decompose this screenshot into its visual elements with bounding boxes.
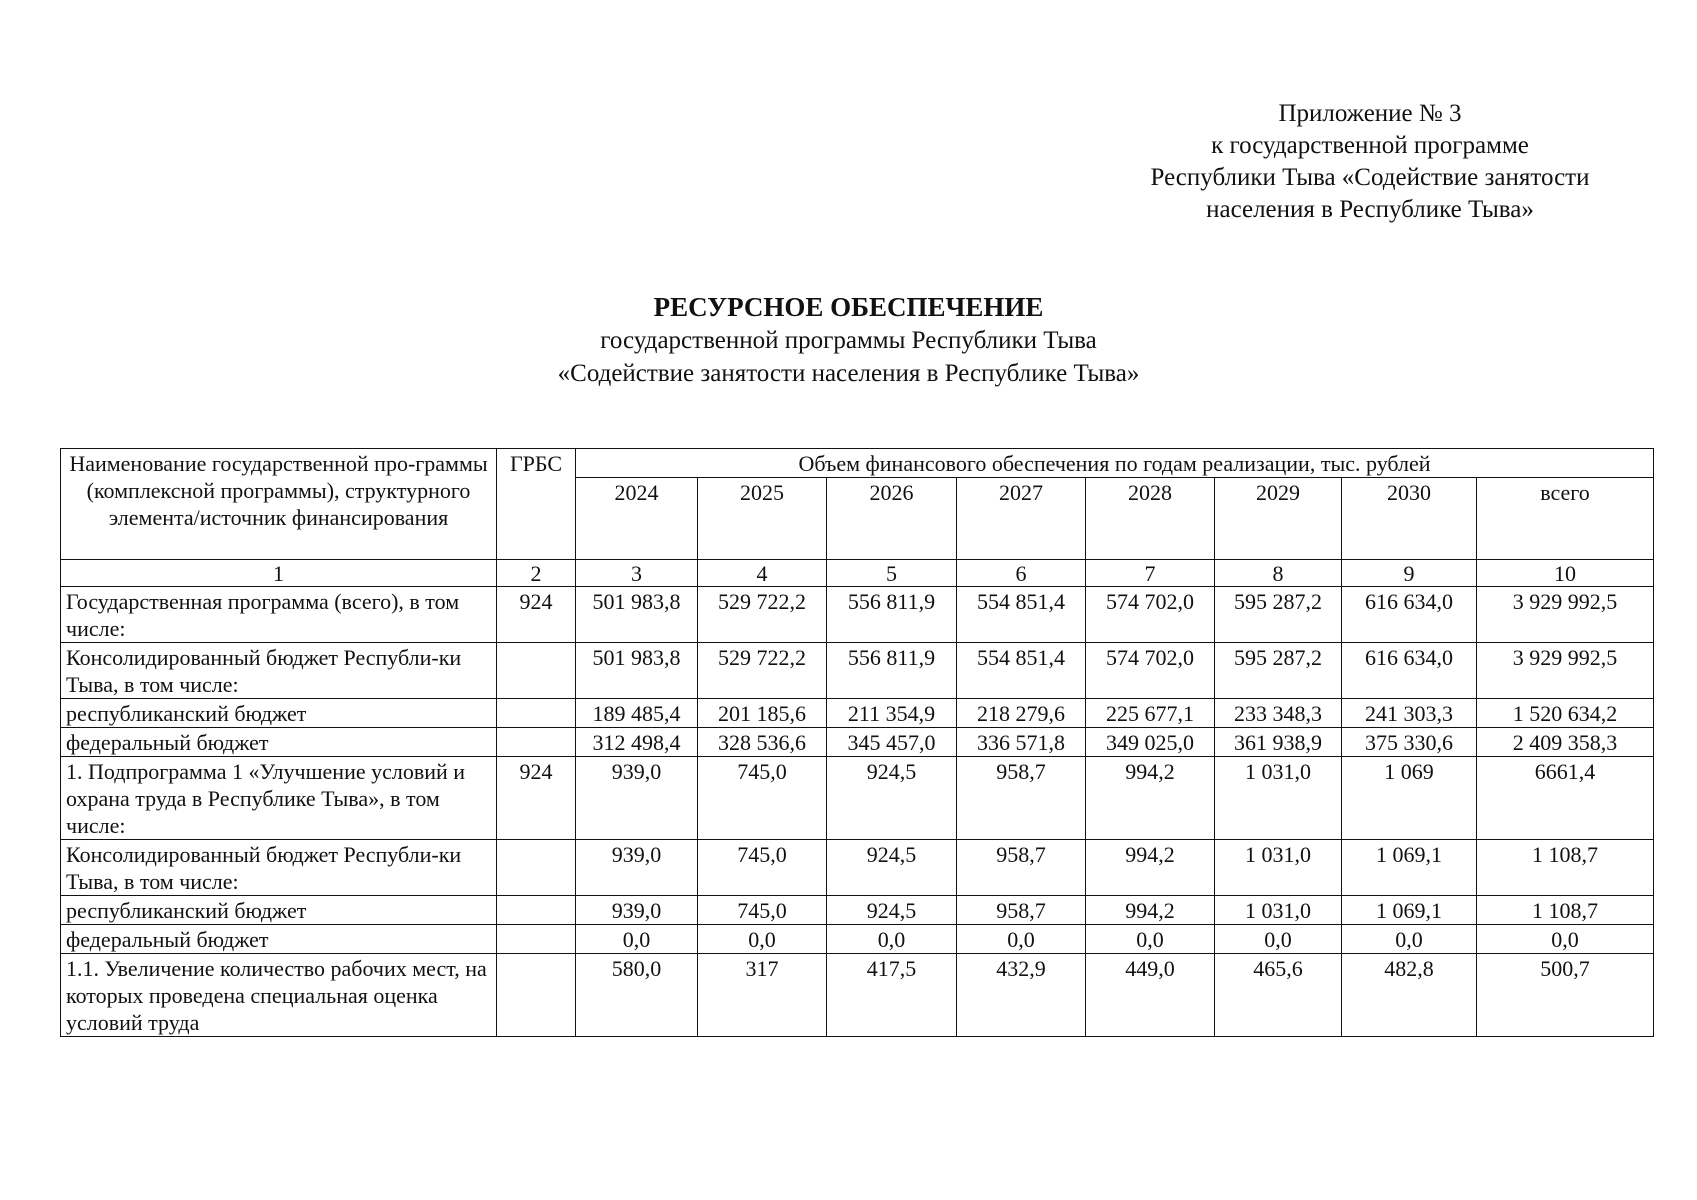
row-total-cell: 6661,4 (1477, 757, 1654, 840)
row-value-cell: 345 457,0 (827, 728, 957, 757)
table-row (61, 728, 1654, 757)
row-value-cell: 189 485,4 (576, 699, 698, 728)
document-subtitle-line-1: государственной программы Республики Тыва (600, 327, 1097, 354)
table-index-row (61, 560, 1654, 587)
row-grbs-cell (497, 728, 576, 757)
row-value-cell: 958,7 (957, 896, 1086, 925)
row-name-cell: Консолидированный бюджет Республи-ки Тыва, в том числе: (61, 840, 497, 896)
row-value-cell: 0,0 (1342, 925, 1477, 954)
row-value-cell: 1 031,0 (1215, 757, 1342, 840)
table-header-row-1 (61, 449, 1654, 478)
row-value-cell: 574 702,0 (1086, 587, 1215, 643)
header-year-2027: 2027 (957, 478, 1086, 560)
row-value-cell: 0,0 (827, 925, 957, 954)
row-name-cell: 1. Подпрограмма 1 «Улучшение условий и охрана труда в Республике Тыва», в том числе: (61, 757, 497, 840)
table-row (61, 587, 1654, 643)
row-value-cell: 0,0 (1086, 925, 1215, 954)
table-row (61, 757, 1654, 840)
row-value-cell: 745,0 (698, 896, 827, 925)
row-value-cell: 556 811,9 (827, 643, 957, 699)
row-grbs-cell (497, 643, 576, 699)
row-name-cell: Государственная программа (всего), в том числе: (61, 587, 497, 643)
row-value-cell: 554 851,4 (957, 587, 1086, 643)
row-value-cell: 1 069,1 (1342, 840, 1477, 896)
row-value-cell: 924,5 (827, 896, 957, 925)
row-value-cell: 958,7 (957, 840, 1086, 896)
row-value-cell: 0,0 (576, 925, 698, 954)
row-value-cell: 595 287,2 (1215, 643, 1342, 699)
index-cell: 2 (497, 560, 576, 587)
index-cell: 1 (61, 560, 497, 587)
row-value-cell: 417,5 (827, 954, 957, 1037)
row-value-cell: 529 722,2 (698, 643, 827, 699)
row-value-cell: 994,2 (1086, 757, 1215, 840)
header-year-2024: 2024 (576, 478, 698, 560)
document-title: РЕСУРСНОЕ ОБЕСПЕЧЕНИЕ (653, 292, 1044, 322)
row-value-cell: 745,0 (698, 840, 827, 896)
row-value-cell: 0,0 (957, 925, 1086, 954)
row-value-cell: 218 279,6 (957, 699, 1086, 728)
row-value-cell: 449,0 (1086, 954, 1215, 1037)
header-year-2025: 2025 (698, 478, 827, 560)
row-value-cell: 924,5 (827, 840, 957, 896)
index-cell: 5 (827, 560, 957, 587)
row-value-cell: 958,7 (957, 757, 1086, 840)
table-row (61, 896, 1654, 925)
appendix-line-program: к государственной программе (1211, 132, 1529, 159)
row-value-cell: 939,0 (576, 840, 698, 896)
row-value-cell: 580,0 (576, 954, 698, 1037)
row-value-cell: 1 069 (1342, 757, 1477, 840)
index-cell: 10 (1477, 560, 1654, 587)
row-name-cell: республиканский бюджет (61, 699, 497, 728)
row-value-cell: 241 303,3 (1342, 699, 1477, 728)
header-volume-column: Объем финансового обеспечения по годам реализации, тыс. рублей (576, 449, 1654, 478)
row-value-cell: 233 348,3 (1215, 699, 1342, 728)
index-cell: 8 (1215, 560, 1342, 587)
row-value-cell: 432,9 (957, 954, 1086, 1037)
row-value-cell: 482,8 (1342, 954, 1477, 1037)
row-value-cell: 616 634,0 (1342, 587, 1477, 643)
row-value-cell: 1 069,1 (1342, 896, 1477, 925)
row-value-cell: 211 354,9 (827, 699, 957, 728)
row-value-cell: 529 722,2 (698, 587, 827, 643)
row-value-cell: 939,0 (576, 757, 698, 840)
resource-table-wrapper (60, 448, 1653, 1037)
row-value-cell: 994,2 (1086, 896, 1215, 925)
header-total: всего (1477, 478, 1654, 560)
row-value-cell: 616 634,0 (1342, 643, 1477, 699)
row-value-cell: 595 287,2 (1215, 587, 1342, 643)
table-row (61, 643, 1654, 699)
document-subtitle-line-2: «Содействие занятости населения в Республике Тыва» (557, 360, 1140, 387)
table-row (61, 699, 1654, 728)
row-grbs-cell: 924 (497, 587, 576, 643)
row-value-cell: 1 031,0 (1215, 840, 1342, 896)
header-name-column: Наименование государственной про-граммы (комплексной программы), структурного элемента/источник финансирования (61, 449, 497, 560)
row-value-cell: 501 983,8 (576, 643, 698, 699)
row-total-cell: 0,0 (1477, 925, 1654, 954)
index-cell: 3 (576, 560, 698, 587)
appendix-note (1100, 98, 1640, 226)
row-value-cell: 225 677,1 (1086, 699, 1215, 728)
row-value-cell: 0,0 (698, 925, 827, 954)
table-row (61, 925, 1654, 954)
header-year-2029: 2029 (1215, 478, 1342, 560)
row-total-cell: 3 929 992,5 (1477, 643, 1654, 699)
table-row (61, 954, 1654, 1037)
row-value-cell: 924,5 (827, 757, 957, 840)
row-value-cell: 317 (698, 954, 827, 1037)
header-grbs-column: ГРБС (497, 449, 576, 560)
header-year-2030: 2030 (1342, 478, 1477, 560)
row-value-cell: 349 025,0 (1086, 728, 1215, 757)
row-value-cell: 375 330,6 (1342, 728, 1477, 757)
row-value-cell: 939,0 (576, 896, 698, 925)
row-total-cell: 3 929 992,5 (1477, 587, 1654, 643)
row-total-cell: 1 108,7 (1477, 896, 1654, 925)
appendix-line-republic: Республики Тыва «Содействие занятости (1150, 164, 1590, 191)
row-grbs-cell (497, 954, 576, 1037)
header-year-2028: 2028 (1086, 478, 1215, 560)
header-year-2026: 2026 (827, 478, 957, 560)
row-total-cell: 500,7 (1477, 954, 1654, 1037)
row-value-cell: 556 811,9 (827, 587, 957, 643)
row-value-cell: 312 498,4 (576, 728, 698, 757)
row-total-cell: 2 409 358,3 (1477, 728, 1654, 757)
row-value-cell: 501 983,8 (576, 587, 698, 643)
resource-table (60, 448, 1654, 1037)
row-value-cell: 0,0 (1215, 925, 1342, 954)
row-grbs-cell (497, 896, 576, 925)
row-name-cell: федеральный бюджет (61, 925, 497, 954)
row-value-cell: 574 702,0 (1086, 643, 1215, 699)
row-total-cell: 1 108,7 (1477, 840, 1654, 896)
row-total-cell: 1 520 634,2 (1477, 699, 1654, 728)
appendix-line-population: населения в Республике Тыва» (1206, 196, 1534, 223)
row-value-cell: 336 571,8 (957, 728, 1086, 757)
row-grbs-cell (497, 699, 576, 728)
row-value-cell: 465,6 (1215, 954, 1342, 1037)
row-value-cell: 1 031,0 (1215, 896, 1342, 925)
row-value-cell: 994,2 (1086, 840, 1215, 896)
table-body (61, 587, 1654, 1037)
row-value-cell: 201 185,6 (698, 699, 827, 728)
index-cell: 7 (1086, 560, 1215, 587)
row-value-cell: 745,0 (698, 757, 827, 840)
row-grbs-cell: 924 (497, 757, 576, 840)
row-value-cell: 554 851,4 (957, 643, 1086, 699)
table-row (61, 840, 1654, 896)
row-grbs-cell (497, 840, 576, 896)
appendix-line-number: Приложение № 3 (1278, 100, 1462, 127)
row-value-cell: 361 938,9 (1215, 728, 1342, 757)
row-name-cell: Консолидированный бюджет Республи-ки Тыва, в том числе: (61, 643, 497, 699)
index-cell: 6 (957, 560, 1086, 587)
index-cell: 4 (698, 560, 827, 587)
row-name-cell: республиканский бюджет (61, 896, 497, 925)
index-cell: 9 (1342, 560, 1477, 587)
row-name-cell: федеральный бюджет (61, 728, 497, 757)
row-name-cell: 1.1. Увеличение количество рабочих мест, на которых проведена специальная оценка условий труда (61, 954, 497, 1037)
row-value-cell: 328 536,6 (698, 728, 827, 757)
row-grbs-cell (497, 925, 576, 954)
document-title-block (0, 290, 1697, 390)
